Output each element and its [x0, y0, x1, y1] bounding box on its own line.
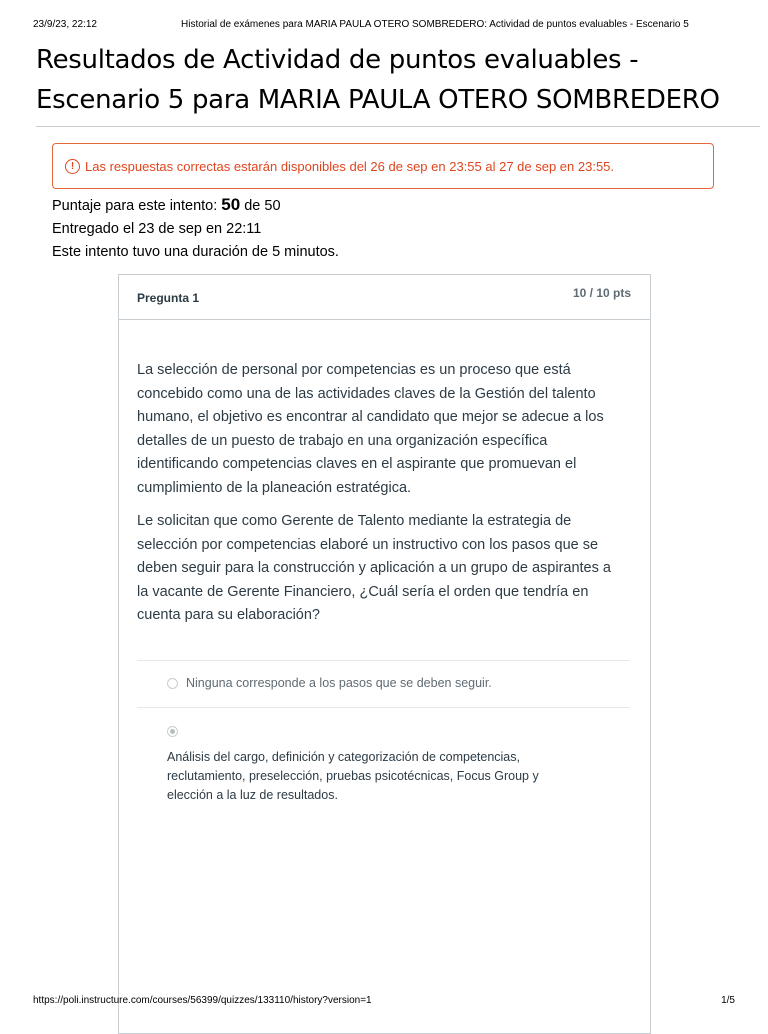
- attempt-summary: [52, 193, 339, 264]
- page-title-line1: Resultados de Actividad de puntos evaluables -: [36, 45, 639, 75]
- print-url: https://poli.instructure.com/courses/56399/quizzes/133110/history?version=1: [33, 995, 372, 1006]
- answer-text: Ninguna corresponde a los pasos que se deben seguir.: [186, 676, 492, 690]
- page-title: [36, 40, 746, 120]
- radio-button-checked[interactable]: [167, 726, 178, 737]
- radio-button[interactable]: [167, 678, 178, 689]
- question-paragraph-2: Le solicitan que como Gerente de Talento mediante la estrategia de selección por competencias elaboré un instructivo con los pasos que se deben seguir para la construcción y aplicación a un grupo de aspirantes a la vacante de Gerente Financiero, ¿Cuál sería el orden que tendría en cuenta para su elaboración?: [137, 513, 611, 623]
- question-text: [137, 359, 617, 638]
- submitted-line: Entregado el 23 de sep en 22:11: [52, 221, 262, 237]
- score-suffix: de 50: [240, 198, 281, 214]
- alert-text: Las respuestas correctas estarán disponibles del 26 de sep en 23:55 al 27 de sep en 23:55.: [85, 158, 615, 174]
- question-header: [119, 275, 650, 320]
- question-points: 10 / 10 pts: [572, 286, 631, 300]
- answer-option-selected[interactable]: [137, 707, 630, 805]
- print-page-number: 1/5: [721, 995, 735, 1006]
- answer-option[interactable]: [137, 660, 630, 707]
- answer-text: Análisis del cargo, definición y categorización de competencias, reclutamiento, preselección, pruebas psicotécnicas, Focus Group y elección a la luz de resultados.: [167, 750, 539, 802]
- question-paragraph-1: La selección de personal por competencias es un proceso que está concebido como una de las actividades claves de la Gestión del talento humano, el objetivo es encontrar al candidato que mejor se adecue a los detalles de un puesto de trabajo en una organización específica identificando competencias claves en el aspirante que promuevan el cumplimiento de la planeación estratégica.: [137, 362, 604, 496]
- warning-icon: !: [65, 159, 80, 174]
- print-date: 23/9/23, 22:12: [33, 19, 97, 30]
- score-value: 50: [221, 195, 241, 214]
- title-divider: [36, 126, 760, 127]
- score-line: [52, 193, 339, 218]
- question-name: Pregunta 1: [137, 291, 200, 305]
- question-card: [118, 274, 651, 1034]
- score-label: Puntaje para este intento:: [52, 198, 222, 214]
- print-title: Historial de exámenes para MARIA PAULA OTERO SOMBREDERO: Actividad de puntos evaluables - Escenario 5: [181, 19, 689, 30]
- answer-list: [137, 660, 630, 805]
- page-title-line2: Escenario 5 para MARIA PAULA OTERO SOMBREDERO: [36, 85, 720, 115]
- duration-line: Este intento tuvo una duración de 5 minutos.: [52, 244, 339, 260]
- answers-availability-alert: [52, 143, 714, 189]
